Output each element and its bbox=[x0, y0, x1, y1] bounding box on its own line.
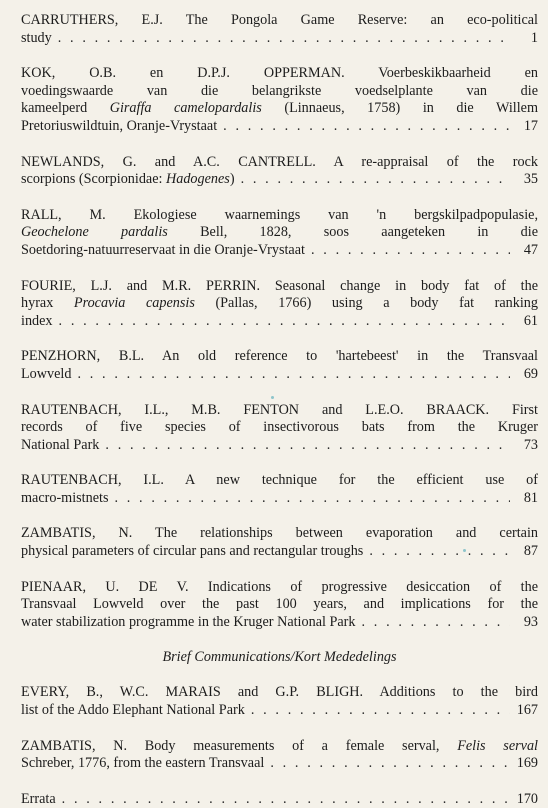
leader-dots bbox=[311, 242, 510, 260]
entry-title-line: CARRUTHERS, E.J. The Pongola Game Reserve: an eco-political bbox=[21, 12, 538, 28]
entry-title-line: KOK, O.B. en D.P.J. OPPERMAN. Voerbeskikbaarheid en bbox=[21, 65, 538, 82]
page-number: 35 bbox=[523, 171, 538, 188]
leader-dots bbox=[62, 791, 510, 808]
toc-entry-zambatis-serval bbox=[21, 738, 538, 773]
leader-dots bbox=[59, 313, 510, 331]
genus-name: Hadogenes bbox=[166, 171, 230, 188]
entry-title-line: PIENAAR, U. DE V. Indications of progressive desiccation of the bbox=[21, 578, 538, 595]
toc-entry-newlands bbox=[21, 154, 538, 189]
entry-title-line: Soetdoring-natuurreservaat in die Oranje-Vrystaat bbox=[21, 241, 305, 258]
toc-entry-penzhorn bbox=[21, 348, 538, 383]
entry-title-line: RAUTENBACH, I.L. A new technique for the efficient use of bbox=[21, 472, 538, 489]
entry-title-line: list of the Addo Elephant National Park bbox=[21, 702, 245, 719]
section-heading-brief-communications: Brief Communications/Kort Mededelings bbox=[162, 649, 397, 666]
page-number: 1 bbox=[530, 29, 538, 46]
page-number: 17 bbox=[523, 117, 538, 134]
page-number: 93 bbox=[523, 613, 538, 630]
entry-title-line: EVERY, B., W.C. MARAIS and G.P. BLIGH. Additions to the bird bbox=[21, 684, 538, 701]
leader-dots bbox=[251, 702, 510, 720]
toc-entry-errata bbox=[21, 791, 538, 808]
page-number: 61 bbox=[523, 312, 538, 329]
entry-title-line: FOURIE, L.J. and M.R. PERRIN. Seasonal change in body fat of the bbox=[21, 277, 538, 294]
page-number: 47 bbox=[523, 241, 538, 258]
leader-dots bbox=[361, 614, 510, 632]
entry-title-line: NEWLANDS, G. and A.C. CANTRELL. A re-appraisal of the rock bbox=[21, 153, 538, 170]
page-number: 69 bbox=[523, 365, 538, 382]
page-number: 87 bbox=[523, 543, 538, 560]
entry-title-line: Pretoriuswildtuin, Oranje-Vrystaat bbox=[21, 117, 218, 134]
entry-title-line: physical parameters of circular pans and rectangular troughs bbox=[21, 543, 364, 560]
entry-title-line: ZAMBATIS, N. Body measurements of a female serval, Felis serval bbox=[21, 737, 538, 754]
toc-entry-every bbox=[21, 684, 538, 719]
entry-title-line: National Park bbox=[21, 436, 100, 453]
page-number: 167 bbox=[516, 702, 538, 719]
toc-entry-pienaar bbox=[21, 579, 538, 632]
entry-title-line: Lowveld bbox=[21, 365, 72, 382]
toc-entry-rautenbach-fenton bbox=[21, 402, 538, 455]
toc-entry-kok bbox=[21, 65, 538, 135]
leader-dots bbox=[58, 30, 510, 48]
entry-title-line: index bbox=[21, 312, 53, 329]
entry-title-line: Geochelone pardalis Bell, 1828, soos aangeteken in die bbox=[21, 224, 538, 241]
page-number: 170 bbox=[516, 790, 538, 807]
entry-title-line: ZAMBATIS, N. The relationships between evaporation and certain bbox=[21, 525, 538, 542]
leader-dots bbox=[270, 755, 510, 773]
entry-title-line: records of five species of insectivorous bats from the Kruger bbox=[21, 419, 538, 436]
paper-speck bbox=[463, 549, 466, 552]
entry-title-line: RALL, M. Ekologiese waarnemings van 'n bergskilpadpopulasie, bbox=[21, 206, 538, 223]
entry-title-line: voedingswaarde van die belangrikste voedselplante van die bbox=[21, 82, 538, 99]
entry-title-line: PENZHORN, B.L. An old reference to 'hartebeest' in the Transvaal bbox=[21, 348, 538, 365]
entry-title-line: hyrax Procavia capensis (Pallas, 1766) using a body fat ranking bbox=[21, 295, 538, 312]
entry-title-line: water stabilization programme in the Kruger National Park bbox=[21, 613, 356, 630]
toc-entry-rautenbach-mistnets bbox=[21, 472, 538, 507]
species-name: Procavia capensis bbox=[73, 295, 195, 312]
toc-entry-carruthers bbox=[21, 12, 538, 47]
paper-speck bbox=[271, 396, 274, 399]
species-name: Geochelone pardalis bbox=[21, 224, 168, 241]
entry-title-line: scorpions (Scorpionidae: Hadogenes) bbox=[21, 171, 235, 188]
page-number: 81 bbox=[523, 489, 538, 506]
leader-dots bbox=[105, 437, 510, 455]
species-name: Felis serval bbox=[457, 737, 538, 754]
entry-title-line: macro-mistnets bbox=[21, 489, 109, 506]
leader-dots bbox=[241, 171, 510, 189]
leader-dots bbox=[77, 366, 510, 384]
entry-title-line: RAUTENBACH, I.L., M.B. FENTON and L.E.O. BRAACK. First bbox=[21, 401, 538, 418]
leader-dots bbox=[114, 490, 510, 508]
toc-entry-fourie bbox=[21, 278, 538, 331]
species-name: Giraffa camelopardalis bbox=[109, 100, 262, 117]
errata-label: Errata bbox=[21, 790, 56, 807]
page-number: 73 bbox=[523, 436, 538, 453]
leader-dots bbox=[223, 118, 510, 136]
entry-title-line: Transvaal Lowveld over the past 100 years, and implications for the bbox=[21, 596, 538, 613]
entry-title-line: study bbox=[21, 29, 52, 46]
page-number: 169 bbox=[516, 755, 538, 772]
entry-title-line: Schreber, 1776, from the eastern Transvaal bbox=[21, 755, 265, 772]
leader-dots bbox=[369, 543, 510, 561]
toc-entry-rall bbox=[21, 207, 538, 260]
entry-title-line: kameelperd Giraffa camelopardalis (Linnaeus, 1758) in die Willem bbox=[21, 100, 538, 117]
toc-entry-zambatis-evaporation bbox=[21, 525, 538, 560]
